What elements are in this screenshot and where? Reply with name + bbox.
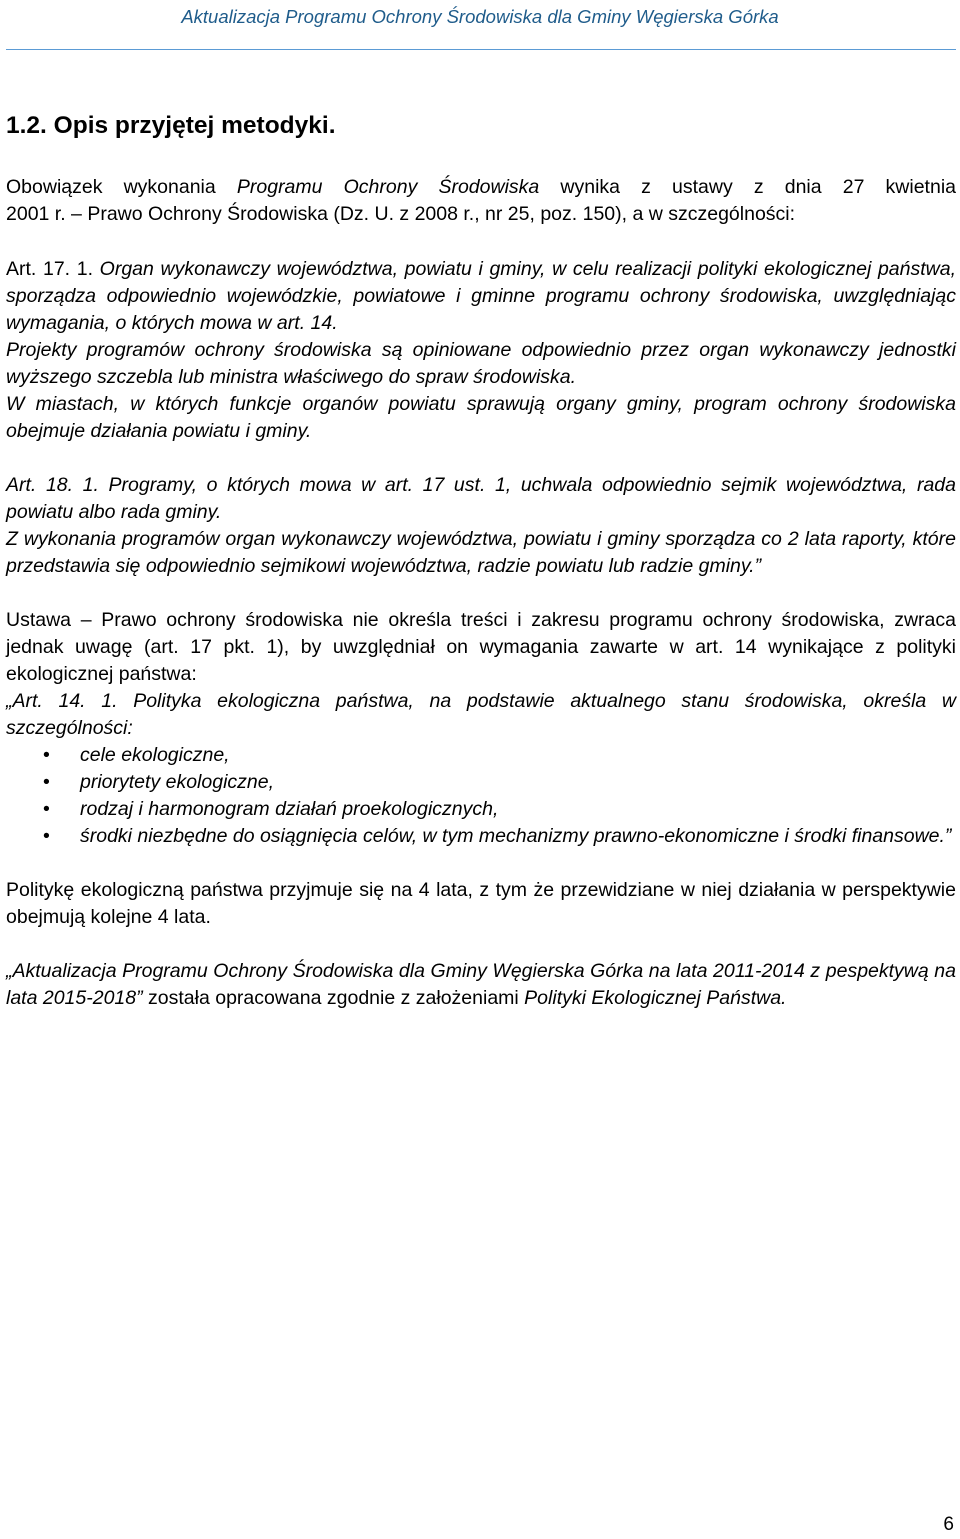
- list-item: [6, 742, 956, 769]
- header-divider: [6, 49, 956, 50]
- list-item-text: priorytety ekologiczne,: [80, 771, 275, 793]
- closing-text: została opracowana zgodnie z założeniami: [142, 987, 525, 1009]
- intro-program-name: Programu Ochrony Środowiska: [236, 176, 540, 198]
- bullet-icon: •: [43, 744, 50, 766]
- document-body: [6, 174, 956, 1012]
- closing-paragraph: [6, 958, 956, 1012]
- intro-text-1: Obowiązek wykonania: [6, 176, 237, 198]
- art17-lead: Art. 17. 1.: [6, 258, 93, 280]
- list-item: [6, 769, 956, 796]
- ustawa-paragraph: Ustawa – Prawo ochrony środowiska nie określa treści i zakresu programu ochrony środowiska, zwraca jednak uwagę (art. 17 pkt. 1), by uwzględniał on wymagania zawarte w art. 14 wynikające z polityki ekologicznej państwa:: [6, 609, 956, 685]
- art14-paragraph: „Art. 14. 1. Polityka ekologiczna państwa, na podstawie aktualnego stanu środowiska, określa w szczególności:: [6, 690, 956, 739]
- intro-text-2: wynika z ustawy z dnia 27 kwietnia: [539, 176, 957, 198]
- section-heading: 1.2. Opis przyjętej metodyki.: [6, 112, 336, 139]
- art17-paragraph-3: W miastach, w których funkcje organów powiatu sprawują organy gminy, program ochrony środowiska obejmuje działania powiatu i gminy.: [6, 393, 956, 442]
- list-item: [6, 796, 956, 823]
- bullet-icon: •: [43, 771, 50, 793]
- art18-paragraph-2: Z wykonania programów organ wykonawczy województwa, powiatu i gminy sporządza co 2 lata raporty, które przedstawia się odpowiednio sejmikowi województwa, radzie powiatu lub radzie gminy.”: [6, 528, 956, 577]
- list-item-text: cele ekologiczne,: [80, 744, 230, 766]
- art14-bullet-list: [6, 742, 956, 850]
- intro-line-2: 2001 r. – Prawo Ochrony Środowiska (Dz. U. z 2008 r., nr 25, poz. 150), a w szczególności:: [6, 203, 796, 225]
- policy-paragraph: Politykę ekologiczną państwa przyjmuje się na 4 lata, z tym że przewidziane w niej działania w perspektywie obejmują kolejne 4 lata.: [6, 879, 956, 928]
- list-item: [6, 823, 956, 850]
- art18-paragraph-1: Art. 18. 1. Programy, o których mowa w art. 17 ust. 1, uchwala odpowiednio sejmik województwa, rada powiatu albo rada gminy.: [6, 474, 956, 523]
- art17-text-1: Organ wykonawczy województwa, powiatu i gminy, w celu realizacji polityki ekologicznej państwa, sporządza odpowiednio wojewódzkie, powiatowe i gminne programu ochrony środowiska, uwzględniając wymagania, o których mowa w art. 14.: [6, 258, 957, 334]
- page-number: 6: [943, 1514, 954, 1535]
- bullet-icon: •: [43, 798, 50, 820]
- list-item-text: rodzaj i harmonogram działań proekologicznych,: [80, 798, 499, 820]
- closing-program-title: „Aktualizacja Programu Ochrony Środowiska dla Gminy Węgierska Górka na lata 2011-2014 z pespektywą na lata 2015-2018”: [6, 960, 956, 1009]
- art17-paragraph-2: Projekty programów ochrony środowiska są opiniowane odpowiednio przez organ wykonawczy jednostki wyższego szczebla lub ministra właściwego do spraw środowiska.: [6, 339, 956, 388]
- running-header: Aktualizacja Programu Ochrony Środowiska dla Gminy Węgierska Górka: [181, 6, 779, 27]
- art17-paragraph-1: [6, 256, 956, 337]
- closing-policy-name: Polityki Ekologicznej Państwa.: [524, 987, 787, 1009]
- intro-line-1: [6, 174, 956, 201]
- bullet-icon: •: [43, 825, 50, 847]
- list-item-text: środki niezbędne do osiągnięcia celów, w tym mechanizmy prawno-ekonomiczne i środki finansowe.”: [80, 825, 952, 847]
